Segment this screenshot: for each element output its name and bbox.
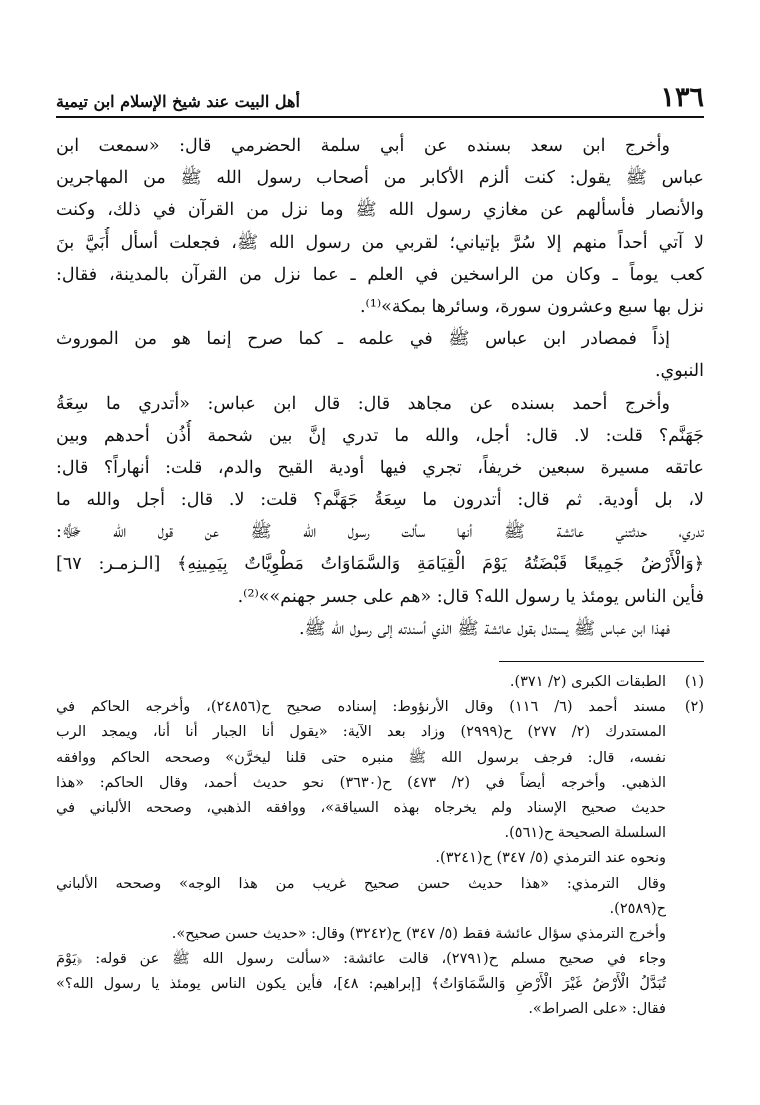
footnote-number: (١)	[684, 674, 704, 690]
page-number: ١٣٦	[660, 82, 704, 113]
footnotes	[56, 670, 704, 1023]
footnote-line: الذهبي. وأخرجه أيضاً في (٢/ ٤٧٣) ح(٣٦٣٠) نحو حديث أحمد، وقال الحاكم: «هذا	[56, 774, 666, 791]
footnote-line: مسند أحمد (٦/ ١١٦) وقال الأرنؤوط: إسناده صحيح ح(٢٤٨٥٦)، وأخرجه الحاكم في	[56, 699, 666, 716]
footnote-line: وأخرج الترمذي سؤال عائشة فقط (٥/ ٣٤٧) ح(٣٢٤٢) وقال: «حديث حسن صحيح».	[171, 925, 666, 942]
footnote-line: ح(٢٥٨٩).	[609, 900, 666, 917]
footnote-line: فقال: «على الصراط».	[528, 1001, 666, 1018]
text-line: وأخرج أحمد بسنده عن مجاهد قال: قال ابن عباس: «أتدري ما سِعَةُ	[56, 393, 670, 414]
running-title: أهل البيت عند شيخ الإسلام ابن تيمية	[56, 92, 300, 111]
book-page	[56, 82, 704, 1023]
text-line: والأنصار فأسألهم عن مغازي رسول الله ﷺ وما نزل من القرآن في ذلك، وكنت	[56, 200, 704, 221]
text-line: إذاً فمصادر ابن عباس ﷺ في علمه ـ كما صرح إنما هو من الموروث	[56, 329, 670, 350]
text-line: تدري، حدثتني عائشة ﷺ أنها سألت رسول الله ﷺ عن قول الله ﷻ:	[56, 522, 704, 543]
footnote-line: تُبَدَّلُ الْأَرْضُ غَيْرَ الْأَرْضِ وَالسَّمَاوَاتُ﴾ [إبراهيم: ٤٨]، فأين يكون الناس يومئذ يا رسول الله؟»	[56, 976, 666, 993]
main-text	[56, 130, 704, 645]
footnote	[56, 695, 704, 846]
footnote-line: المستدرك (٢/ ٢٧٧) ح(٢٩٩٩) وزاد بعد الآية: «يقول أنا الجبار أنا أنا، ويمجد الرب	[56, 724, 666, 741]
footnote-line: ونحوه عند الترمذي (٥/ ٣٤٧) ح(٣٢٤١).	[435, 850, 666, 867]
footnote-line: السلسلة الصحيحة ح(٥٦١).	[504, 825, 666, 842]
text-line: فهذا ابن عباس ﷺ يستدل بقول عائشة ﷺ الذي أسندته إلى رسول الله ﷺ.	[298, 618, 670, 639]
text-line: لا آتي أحداً منهم إلا سُرَّ بإتياني؛ لقربي من رسول الله ﷺ، فجعلت أسأل أُبَيَّ بنَ	[56, 232, 704, 253]
text-line: جَهَنَّم؟ قلت: لا. قال: أجل، والله ما تدري إنَّ بين شحمة أُذُن أحدهم وبين	[56, 425, 704, 446]
text-line: النبوي.	[654, 361, 704, 382]
footnote-line: وقال الترمذي: «هذا حديث حسن صحيح غريب من هذا الوجه» وصححه الألباني	[56, 875, 666, 892]
quran-verse-line: ﴿وَالْأَرْضُ جَمِيعًا قَبْضَتُهُ يَوْمَ الْقِيَامَةِ وَالسَّمَاوَاتُ مَطْوِيَّاتٌ بِيَمِينِهِ﴾ [الـزمـر: ٦٧]	[56, 554, 704, 575]
footnote-line: وجاء في صحيح مسلم ح(٢٧٩١)، قالت عائشة: «سألت رسول الله ﷺ عن قوله: ﴿يَوْمَ	[56, 951, 666, 968]
footnote-line: حديث صحيح الإسناد ولم يخرجاه بهذه السياقة»، ووافقه الذهبي، وصححه الألباني في	[56, 799, 666, 816]
text-line: كعب يوماً ـ وكان من الراسخين في العلم ـ عما نزل من القرآن بالمدينة، فقال:	[56, 264, 704, 285]
text-line: وأخرج ابن سعد بسنده عن أبي سلمة الحضرمي قال: «سمعت ابن	[56, 136, 670, 156]
footnote	[56, 670, 704, 695]
footnote-line: الطبقات الكبرى (٢/ ٣٧١).	[509, 674, 666, 690]
text-line: نزل بها سبع وعشرون سورة، وسائرها بمكة»⁽¹⁾.	[359, 296, 704, 317]
footnote-separator	[499, 661, 704, 662]
text-line: عباس ﷺ يقول: كنت ألزم الأكابر من أصحاب رسول الله ﷺ من المهاجرين	[56, 168, 704, 189]
text-line: فأين الناس يومئذ يا رسول الله؟ قال: «هم على جسر جهنم»»⁽²⁾.	[237, 586, 704, 607]
footnote-number: (٢)	[684, 699, 704, 716]
footnote-line: نفسه، قال: فرجف برسول الله ﷺ منبره حتى قلنا ليخرَّن» وصححه الحاكم ووافقه	[56, 749, 666, 766]
page-header	[56, 82, 704, 118]
text-line: لا، بل أودية. ثم قال: أتدرون ما سِعَةُ جَهَنَّم؟ قلت: لا. قال: أجل والله ما	[56, 490, 704, 511]
footnote-continuation	[56, 846, 704, 1022]
text-line: عاتقه مسيرة سبعين خريفاً، تجري فيها أودية القيح والدم، قلت: أنهاراً؟ قال:	[56, 457, 704, 478]
